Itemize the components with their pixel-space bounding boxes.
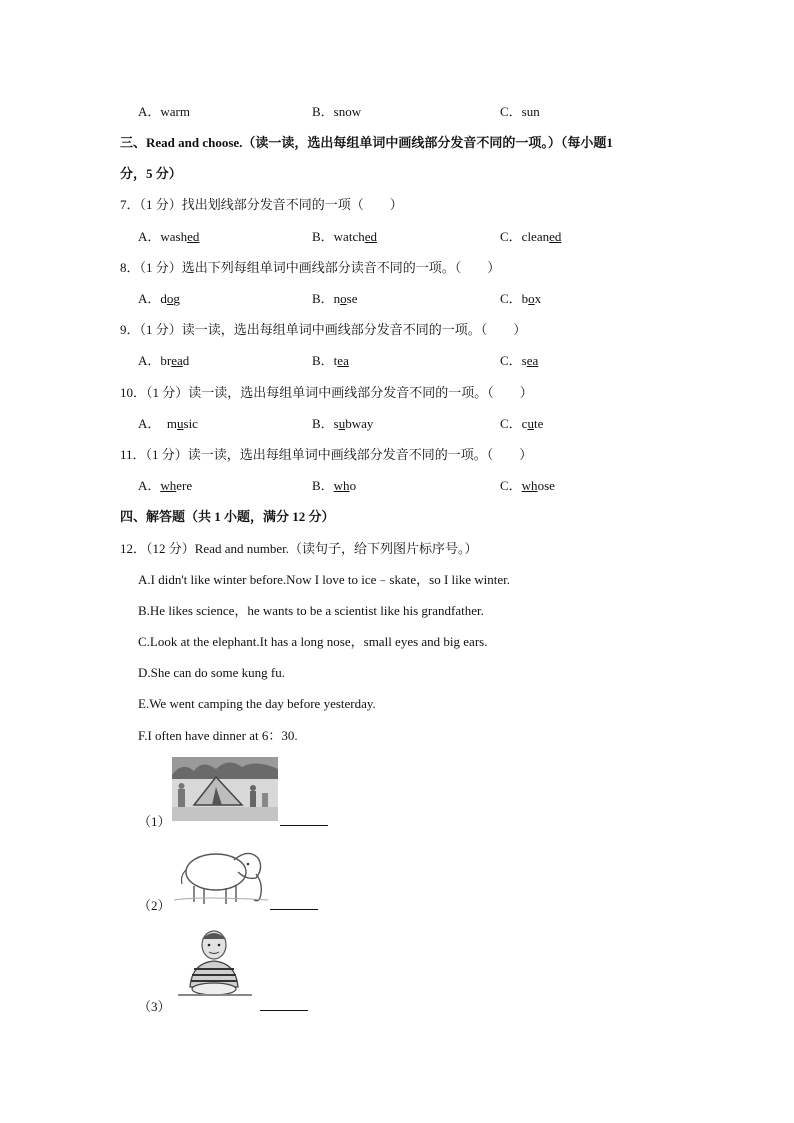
q8-option-b[interactable]: B．nose bbox=[312, 291, 358, 306]
picture-1-label: （1） bbox=[138, 814, 171, 829]
q10-option-b[interactable]: B．subway bbox=[312, 416, 374, 431]
q8-option-c[interactable]: C．box bbox=[500, 291, 542, 306]
q9-option-b[interactable]: B．tea bbox=[312, 353, 349, 368]
q7-option-a[interactable]: A．washed bbox=[138, 229, 200, 244]
question-12-stem: 12．（12 分）Read and number.（读句子，给下列图片标序号。） bbox=[120, 541, 478, 556]
q6-option-c[interactable]: C．sun bbox=[500, 104, 540, 119]
answer-blank-1[interactable] bbox=[280, 825, 328, 826]
answer-blank-2[interactable] bbox=[270, 909, 318, 910]
q6-option-a[interactable]: A．warm bbox=[138, 104, 190, 119]
q8-option-a[interactable]: A．dog bbox=[138, 291, 180, 306]
question-9-options bbox=[138, 352, 698, 370]
q6-option-b[interactable]: B．snow bbox=[312, 104, 362, 119]
q9-option-c[interactable]: C．sea bbox=[500, 353, 539, 368]
boy-eating-dinner-icon bbox=[172, 925, 258, 1003]
sentence-a: A.I didn't like winter before.Now I love to ice﹣skate，so I like winter. bbox=[138, 572, 511, 587]
section4-title: 四、解答题（共 1 小题，满分 12 分） bbox=[120, 509, 335, 524]
question-8-options bbox=[138, 290, 698, 308]
picture-2-label: （2） bbox=[138, 898, 171, 913]
answer-blank-3[interactable] bbox=[260, 1010, 308, 1011]
question-10-stem: 10．（1 分）读一读，选出每组单词中画线部分发音不同的一项。（ ） bbox=[120, 385, 533, 400]
sentence-f: F.I often have dinner at 6：30. bbox=[138, 728, 298, 743]
q10-option-a[interactable]: A． music bbox=[138, 416, 198, 431]
picture-3-label: （3） bbox=[138, 999, 171, 1014]
q11-option-a[interactable]: A．where bbox=[138, 478, 193, 493]
question-10-options bbox=[138, 415, 698, 433]
sentence-b: B.He likes science，he wants to be a scientist like his grandfather. bbox=[138, 603, 484, 618]
q6-options bbox=[138, 103, 698, 121]
q9-option-a[interactable]: A．bread bbox=[138, 353, 190, 368]
section3-title-line2: 分，5 分） bbox=[120, 166, 182, 181]
q7-option-b[interactable]: B．watched bbox=[312, 229, 377, 244]
q7-option-c[interactable]: C．cleaned bbox=[500, 229, 562, 244]
sentence-e: E.We went camping the day before yesterday. bbox=[138, 696, 376, 711]
section3-title-line1: 三、Read and choose.（读一读，选出每组单词中画线部分发音不同的一项。）（每小题1 bbox=[120, 135, 613, 150]
question-11-stem: 11．（1 分）读一读，选出每组单词中画线部分发音不同的一项。（ ） bbox=[120, 447, 533, 462]
q11-option-b[interactable]: B．who bbox=[312, 478, 357, 493]
question-9-stem: 9．（1 分）读一读，选出每组单词中画线部分发音不同的一项。（ ） bbox=[120, 322, 527, 337]
question-7-options bbox=[138, 228, 698, 246]
camping-photo-icon bbox=[172, 757, 278, 821]
question-7-stem: 7．（1 分）找出划线部分发音不同的一项（ ） bbox=[120, 197, 403, 212]
q11-option-c[interactable]: C．whose bbox=[500, 478, 555, 493]
sentence-d: D.She can do some kung fu. bbox=[138, 665, 285, 680]
question-11-options bbox=[138, 477, 698, 495]
question-8-stem: 8．（1 分）选出下列每组单词中画线部分读音不同的一项。（ ） bbox=[120, 260, 501, 275]
q10-option-c[interactable]: C．cute bbox=[500, 416, 544, 431]
elephant-drawing-icon bbox=[172, 838, 270, 908]
sentence-c: C.Look at the elephant.It has a long nose，small eyes and big ears. bbox=[138, 634, 488, 649]
